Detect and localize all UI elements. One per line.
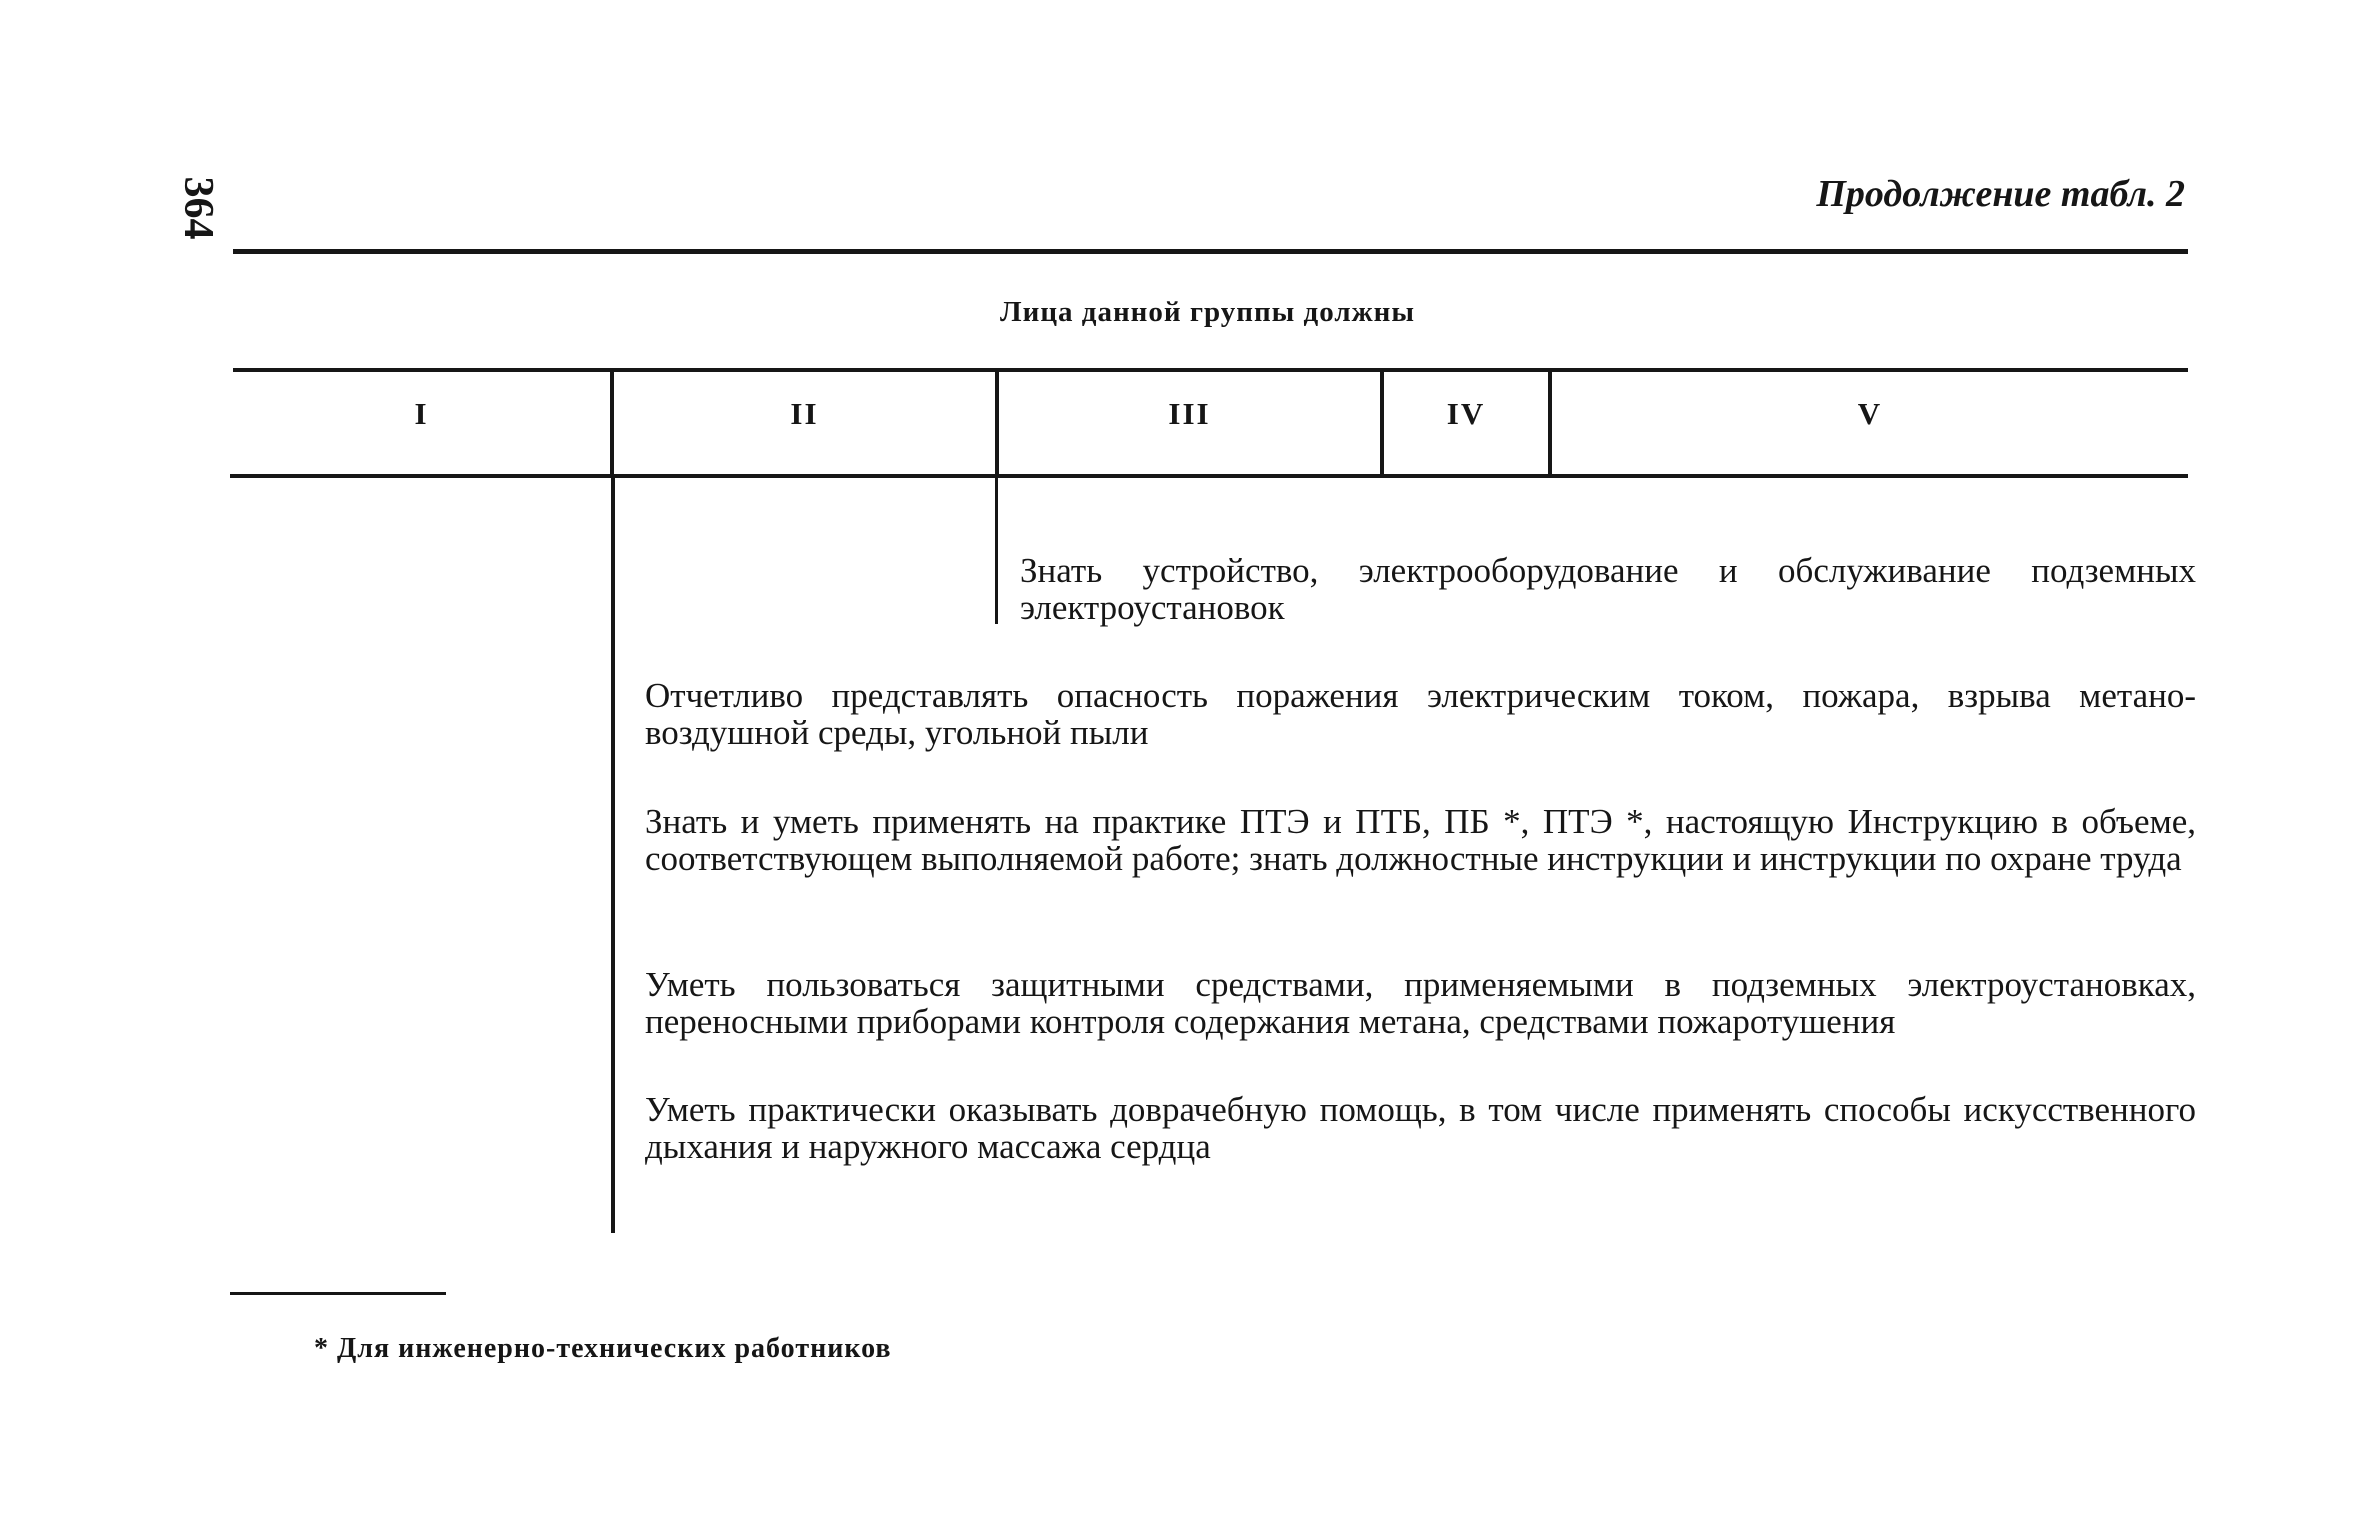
top-rule bbox=[233, 249, 2188, 254]
header-bottom-rule bbox=[230, 474, 2188, 478]
group-caption: Лица данной группы должны bbox=[1000, 296, 1415, 328]
requirement-row: Уметь практически оказывать доврачебную помощь, в том числе применять способы искусственного дыхания и наружного массажа сердца bbox=[645, 1090, 2196, 1166]
column-header-3: III bbox=[1168, 396, 1211, 431]
column-header-5: V bbox=[1857, 396, 1883, 431]
column-header-2: II bbox=[790, 396, 819, 431]
body-column-separator bbox=[611, 478, 615, 1233]
body-column-separator bbox=[995, 478, 998, 624]
column-header-4: IV bbox=[1446, 396, 1486, 431]
page-number: 364 bbox=[175, 176, 221, 240]
continuation-label: Продолжение табл. 2 bbox=[1816, 173, 2185, 215]
requirement-row: Отчетливо представлять опасность поражения электрическим током, пожара, взрыва метано-воздушной среды, угольной пыли bbox=[645, 676, 2196, 752]
requirement-row: Знать и уметь применять на практике ПТЭ и ПТБ, ПБ *, ПТЭ *, настоящую Инструкцию в объеме, соответствующем выполняемой работе; знать должностные инструкции и инструкции по охране труда bbox=[645, 802, 2196, 878]
footnote: * Для инженерно-технических работников bbox=[314, 1333, 892, 1364]
column-header-1: I bbox=[414, 396, 429, 431]
footnote-rule bbox=[230, 1292, 446, 1295]
requirement-row: Уметь пользоваться защитными средствами, применяемыми в подземных электроустановках, переносными приборами контроля содержания метана, средствами пожаротушения bbox=[645, 965, 2196, 1041]
requirement-row: Знать устройство, электрооборудование и обслуживание подземных электроустановок bbox=[1020, 551, 2196, 627]
header-top-rule bbox=[233, 368, 2188, 372]
